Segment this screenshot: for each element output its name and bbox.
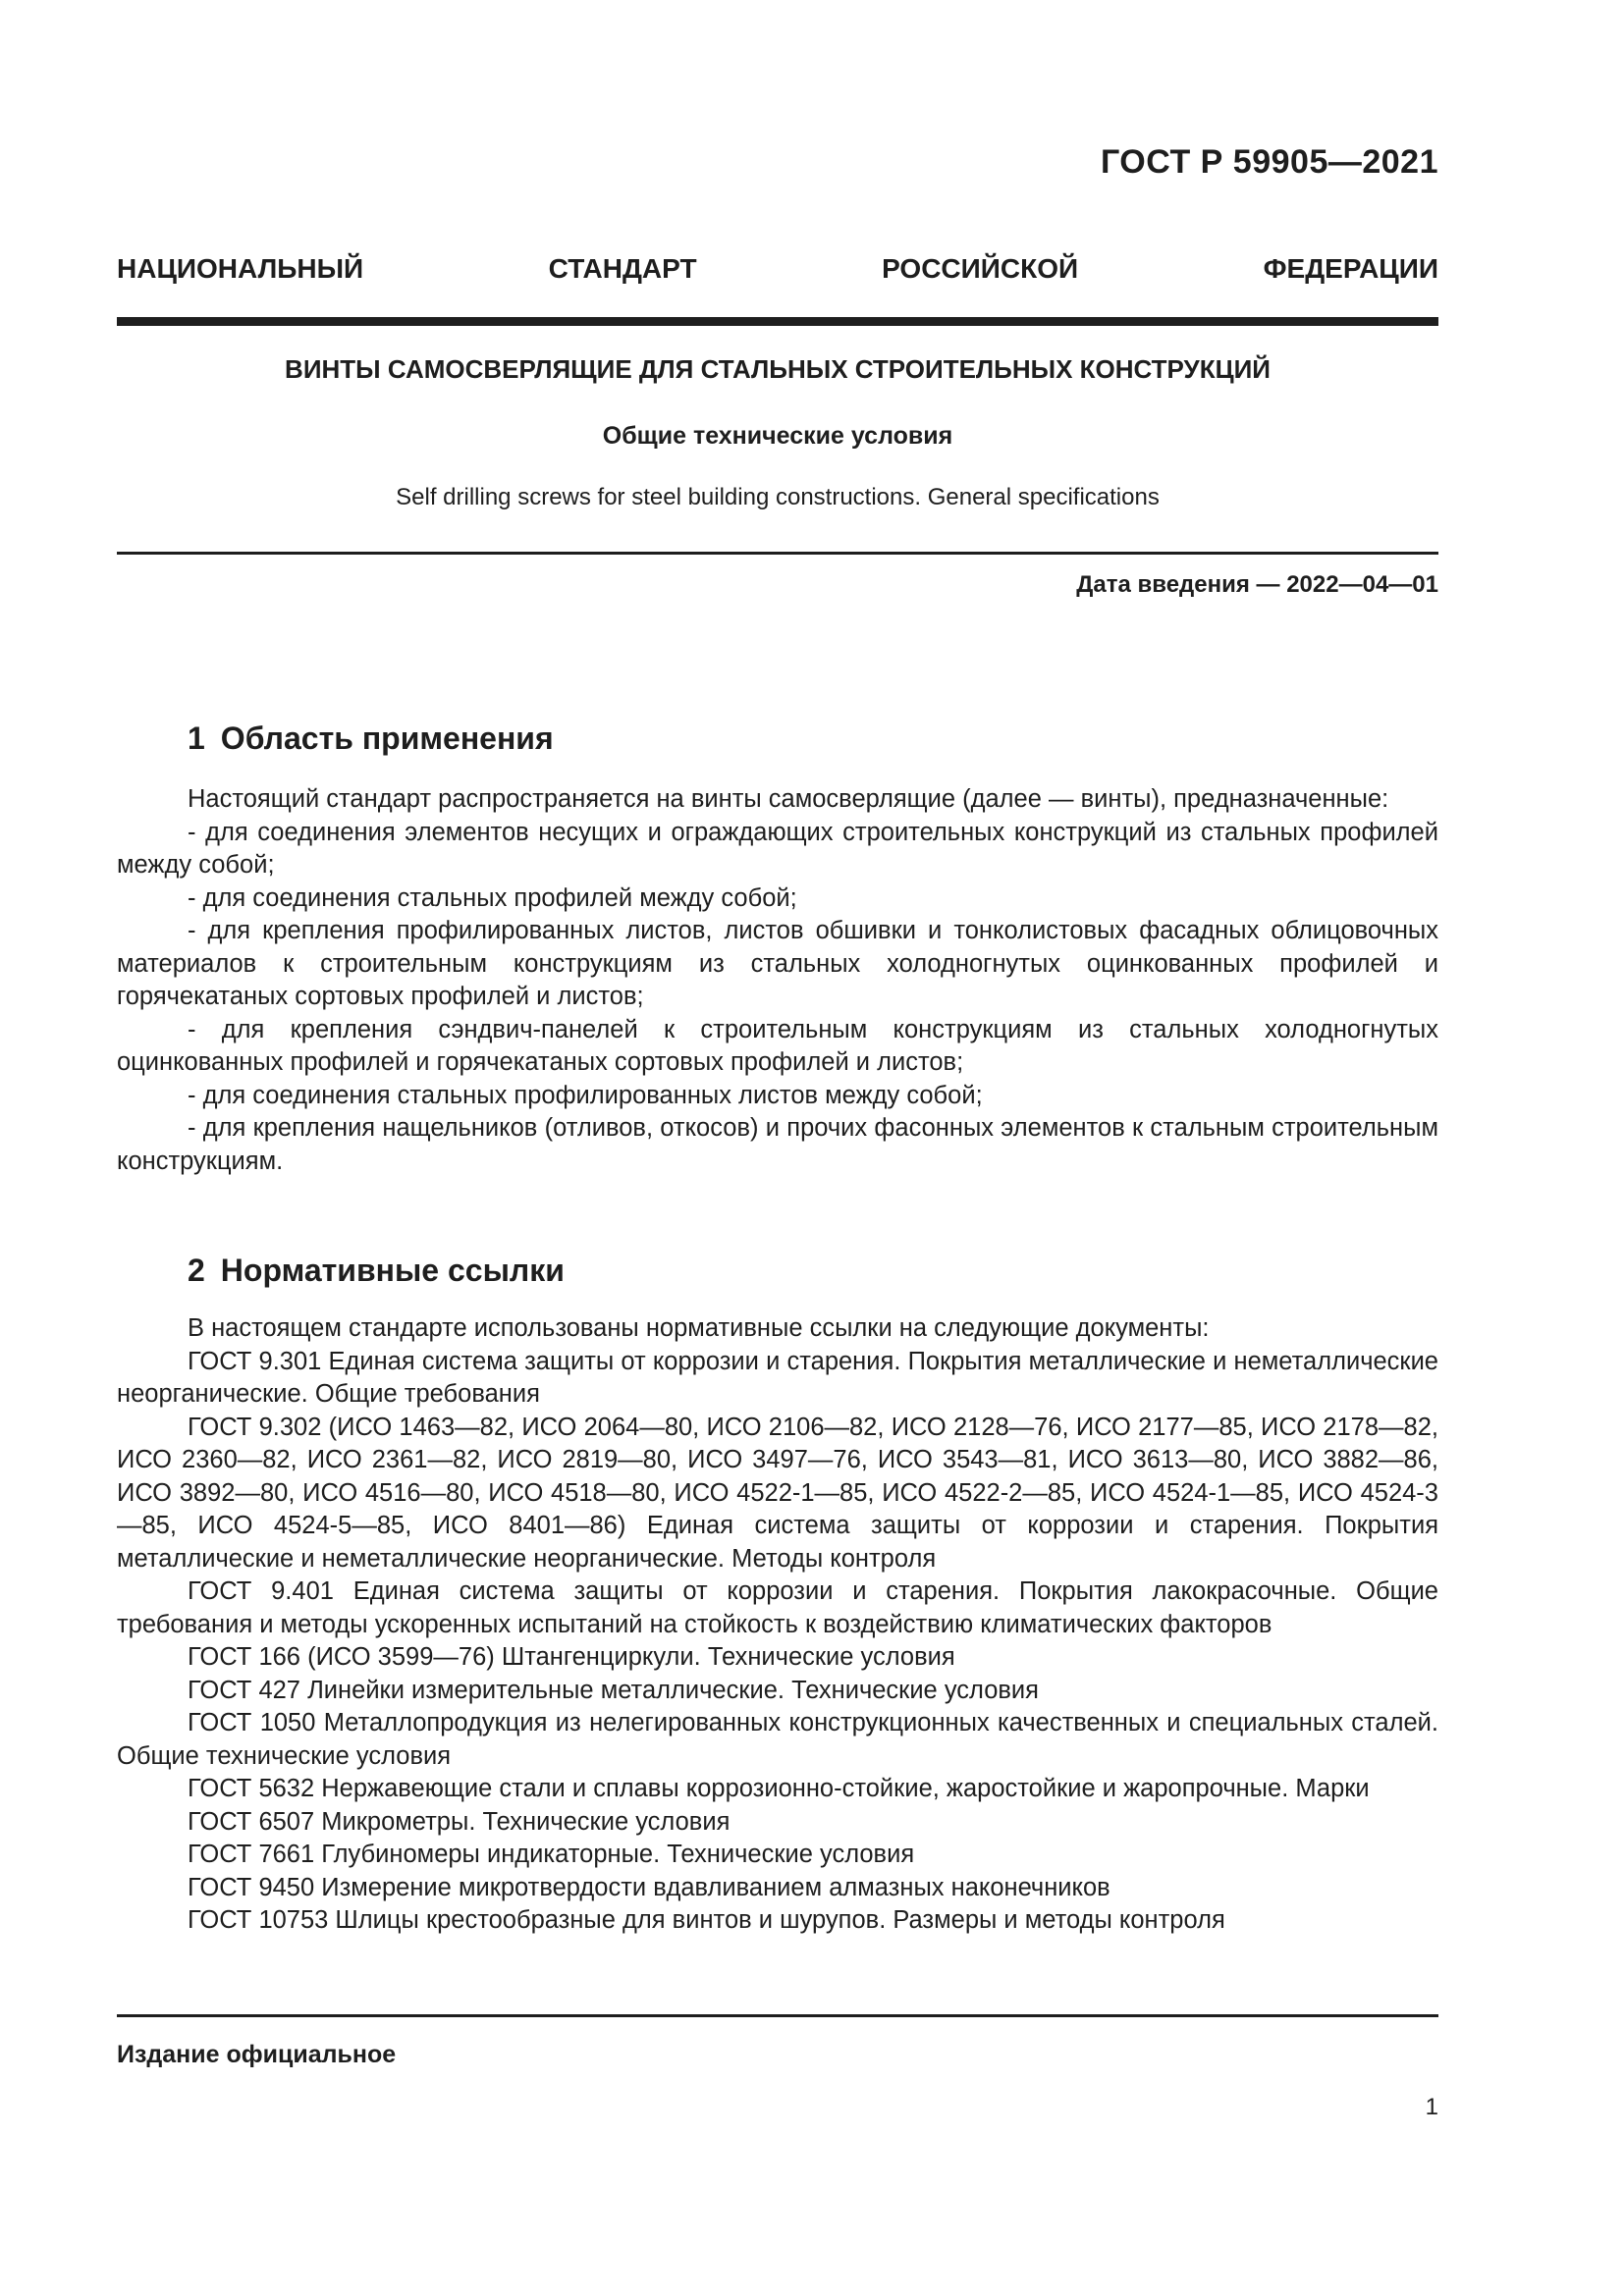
document-code: ГОСТ Р 59905—2021 <box>1100 143 1438 181</box>
reference-item: ГОСТ 9.401 Единая система защиты от коррозии и старения. Покрытия лакокрасочные. Общие требования и методы ускоренных испытаний на стойкость к воздействию климатических факторов <box>117 1577 1438 1638</box>
section-1-number: 1 <box>188 721 205 756</box>
english-title: Self drilling screws for steel building constructions. General specifications <box>396 484 1160 510</box>
section-1-title: Область применения <box>220 721 554 756</box>
section-2-number: 2 <box>188 1253 205 1288</box>
section-2-title: Нормативные ссылки <box>220 1253 565 1288</box>
paragraph: Настоящий стандарт распространяется на винты самосверлящие (далее — винты), предназначенные: <box>188 785 1389 813</box>
document-subtitle: Общие технические условия <box>602 422 953 450</box>
list-item: - для соединения стальных профилей между собой; <box>188 883 797 912</box>
reference-item: ГОСТ 7661 Глубиномеры индикаторные. Технические условия <box>188 1841 915 1868</box>
introduction-date: Дата введения — 2022—04—01 <box>1076 571 1438 598</box>
section-1-heading <box>188 721 554 757</box>
section-1-body <box>117 783 1438 1178</box>
title-divider <box>117 552 1438 555</box>
edition-label: Издание официальное <box>117 2041 397 2068</box>
page-number: 1 <box>1425 2094 1438 2120</box>
list-item: - для крепления профилированных листов, листов обшивки и тонколистовых фасадных облицовочных материалов к строительным конструкциям из стальных холодногнутых оцинкованных профилей и горячекатаных сортовых профилей и листов; <box>117 917 1438 1010</box>
reference-item: ГОСТ 9.302 (ИСО 1463—82, ИСО 2064—80, ИСО 2106—82, ИСО 2128—76, ИСО 2177—85, ИСО 2178—82, ИСО 2360—82, ИСО 2361—82, ИСО 2819—80, ИСО 3497—76, ИСО 3543—81, ИСО 3613—80, ИСО 3882—86, ИСО 3892—80, ИСО 4516—80, ИСО 4518—80, ИСО 4522-1—85, ИСО 4522-2—85, ИСО 4524-1—85, ИСО 4524-3—85, ИСО 4524-5—85, ИСО 8401—86) Единая система защиты от коррозии и старения. Покрытия металлические и неметаллические неорганические. Методы контроля <box>117 1413 1438 1573</box>
reference-item: ГОСТ 10753 Шлицы крестообразные для винтов и шурупов. Размеры и методы контроля <box>188 1906 1225 1934</box>
section-2-body <box>117 1312 1438 1938</box>
header-divider <box>117 317 1438 326</box>
list-item: - для соединения стальных профилированных листов между собой; <box>188 1081 983 1109</box>
paragraph: В настоящем стандарте использованы нормативные ссылки на следующие документы: <box>188 1314 1210 1342</box>
list-item: - для крепления нащельников (отливов, откосов) и прочих фасонных элементов к стальным строительным конструкциям. <box>117 1114 1438 1175</box>
reference-item: ГОСТ 6507 Микрометры. Технические условия <box>188 1807 731 1836</box>
section-2-heading <box>188 1253 565 1289</box>
reference-item: ГОСТ 1050 Металлопродукция из нелегированных конструкционных качественных и специальных сталей. Общие технические условия <box>117 1709 1438 1770</box>
list-item: - для крепления сэндвич-панелей к строительным конструкциям из стальных холодногнутых оцинкованных профилей и горячекатаных сортовых профилей и листов; <box>117 1015 1438 1076</box>
list-item: - для соединения элементов несущих и ограждающих строительных конструкций из стальных профилей между собой; <box>117 818 1438 879</box>
document-title: ВИНТЫ САМОСВЕРЛЯЩИЕ ДЛЯ СТАЛЬНЫХ СТРОИТЕЛЬНЫХ КОНСТРУКЦИЙ <box>285 354 1271 384</box>
reference-item: ГОСТ 9.301 Единая система защиты от коррозии и старения. Покрытия металлические и неметаллические неорганические. Общие требования <box>117 1347 1438 1408</box>
reference-item: ГОСТ 427 Линейки измерительные металлические. Технические условия <box>188 1676 1039 1704</box>
reference-item: ГОСТ 9450 Измерение микротвердости вдавливанием алмазных наконечников <box>188 1873 1110 1901</box>
footer-divider <box>117 2014 1438 2017</box>
national-standard-banner: НАЦИОНАЛЬНЫЙ СТАНДАРТ РОССИЙСКОЙ ФЕДЕРАЦИИ <box>117 253 1438 284</box>
reference-item: ГОСТ 5632 Нержавеющие стали и сплавы коррозионно-стойкие, жаростойкие и жаропрочные. Марки <box>188 1775 1370 1802</box>
reference-item: ГОСТ 166 (ИСО 3599—76) Штангенциркули. Технические условия <box>188 1643 955 1671</box>
